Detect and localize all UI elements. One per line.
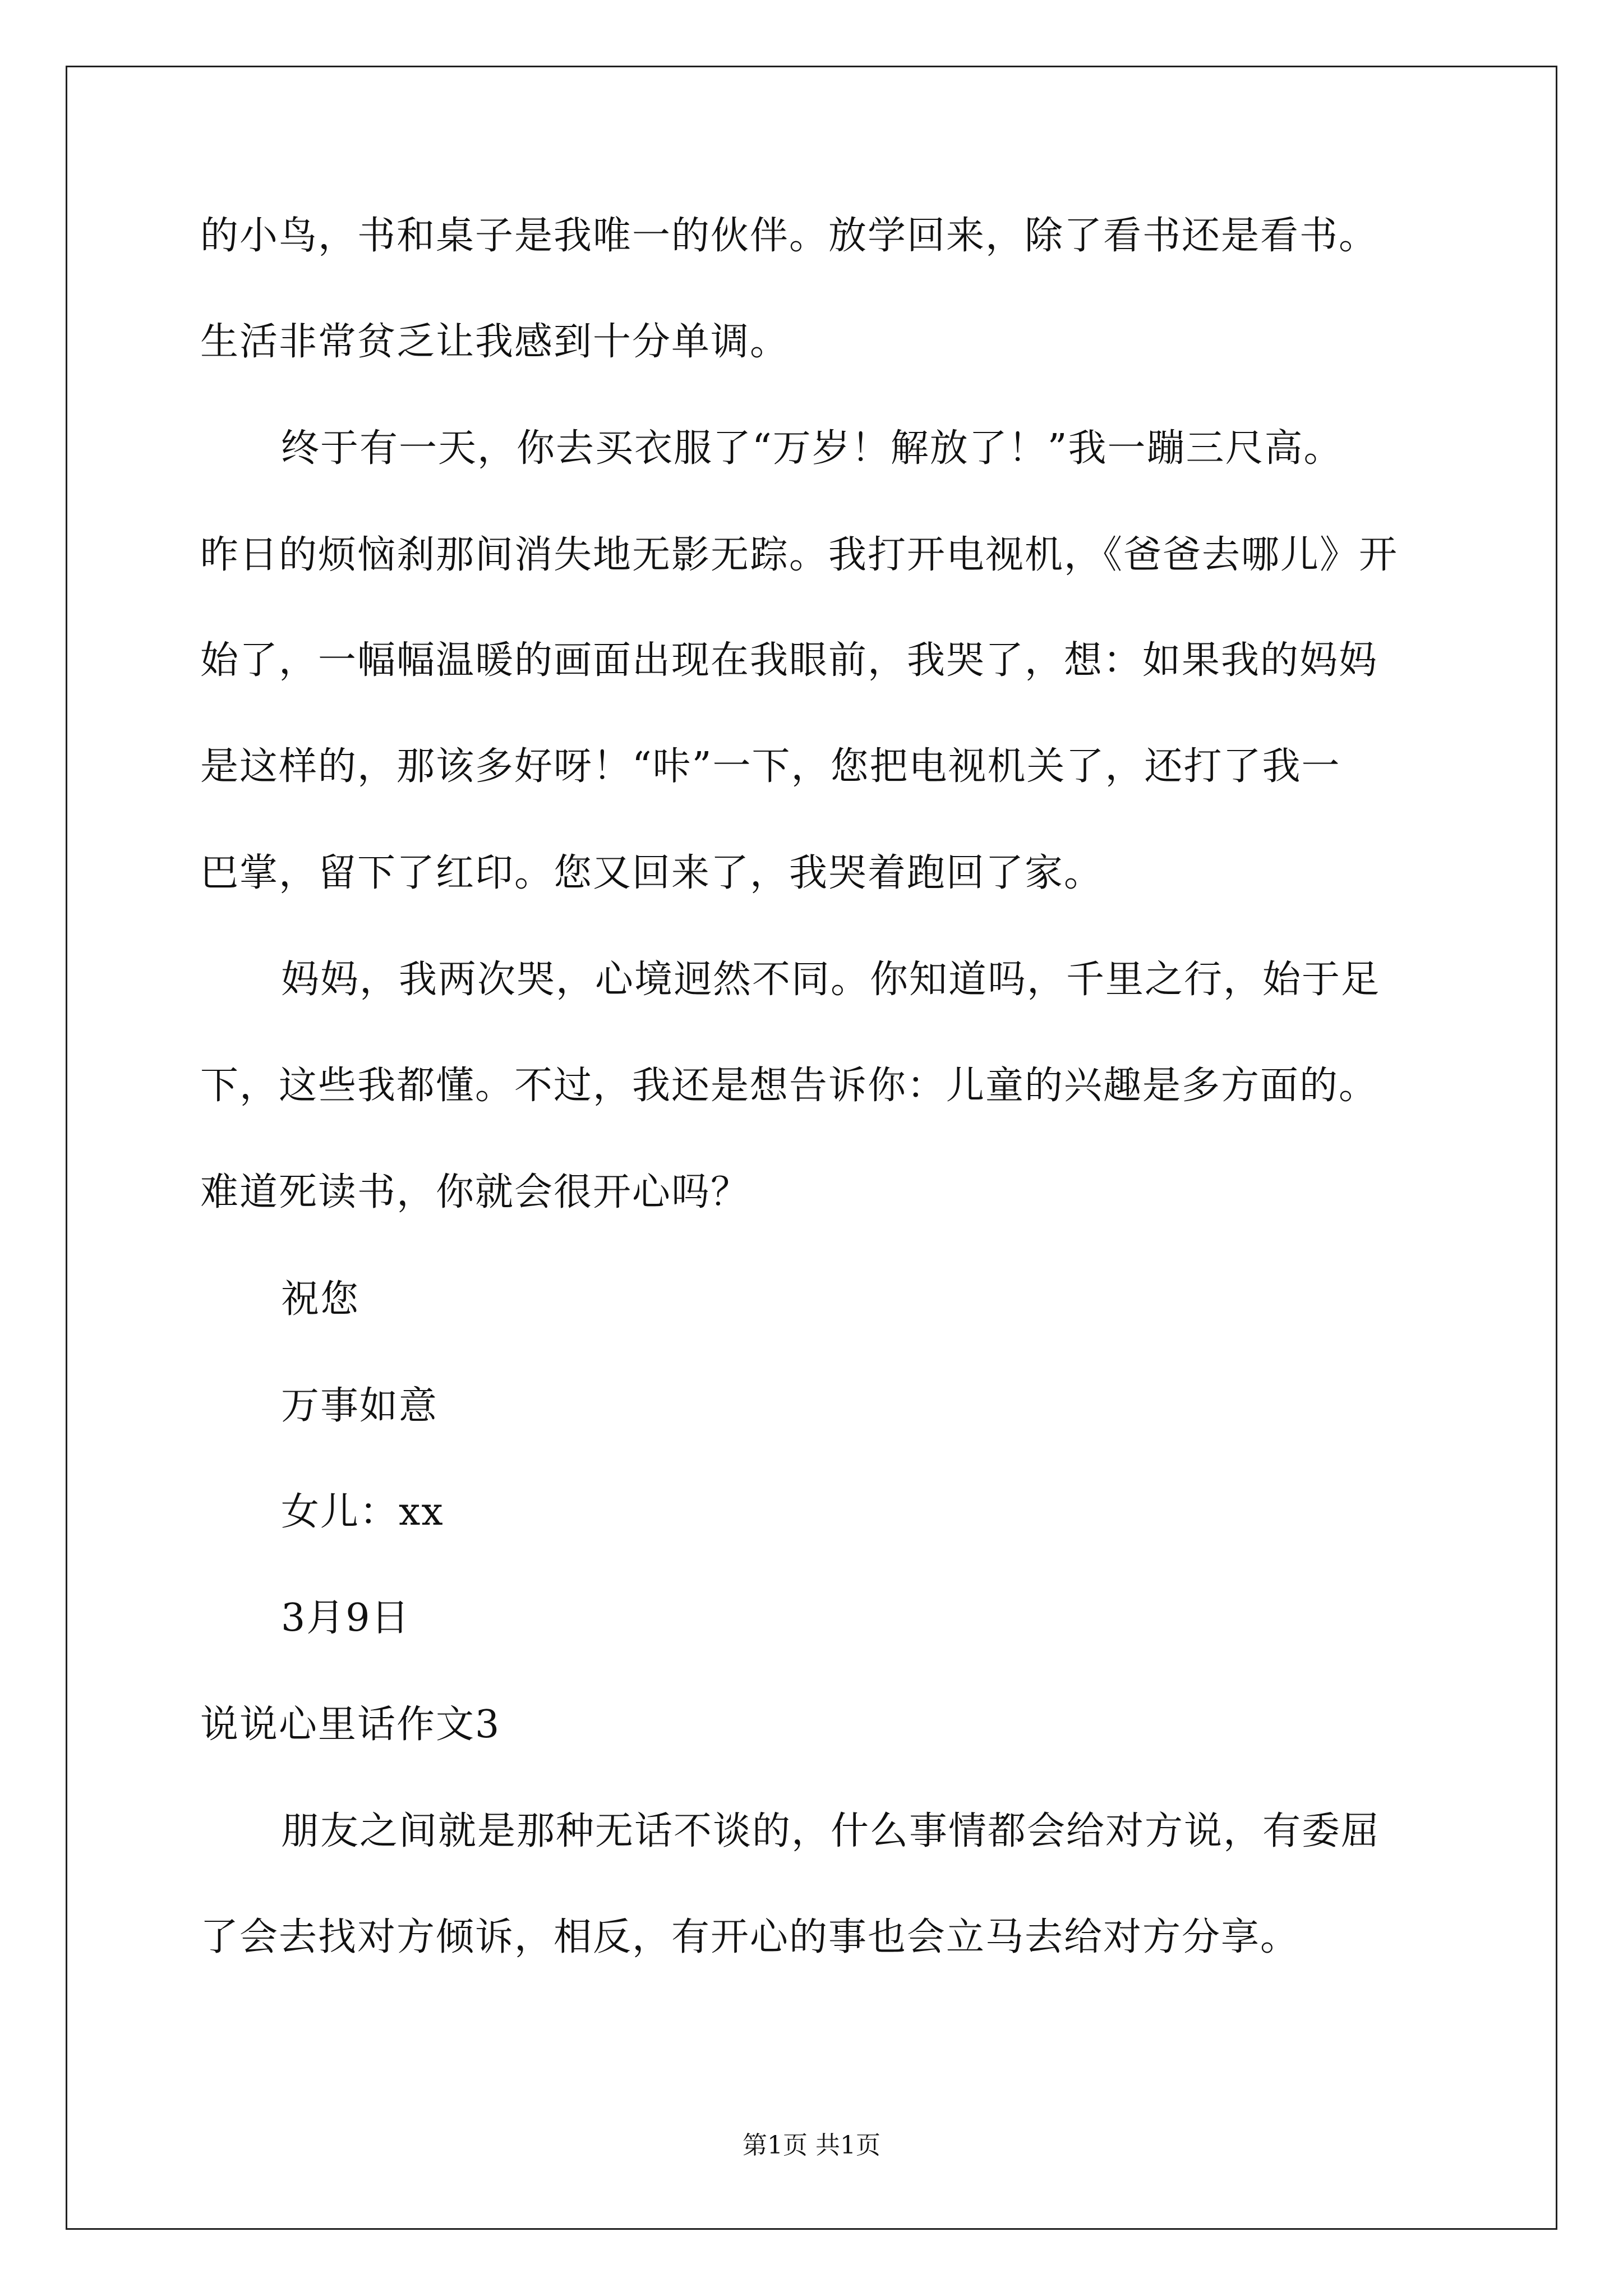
text-line-1: 的小鸟，书和桌子是我唯一的伙伴。放学回来，除了看书还是看书。 [200, 214, 1378, 258]
text-line-2: 生活非常贫乏让我感到十分单调。 [200, 320, 790, 364]
page-border [66, 66, 1557, 2230]
text-line-9: 下，这些我都懂。不过，我还是想告诉你：儿童的兴趣是多方面的。 [200, 1064, 1378, 1108]
text-line-10: 难道死读书，你就会很开心吗？ [200, 1170, 750, 1214]
text-line-8: 妈妈，我两次哭，心境迥然不同。你知道吗，千里之行，始于足 [281, 958, 1381, 1002]
text-line-16: 朋友之间就是那种无话不谈的，什么事情都会给对方说，有委屈 [281, 1809, 1381, 1853]
text-line-3: 终于有一天，你去买衣服了“万岁！解放了！”我一蹦三尺高。 [281, 426, 1343, 471]
text-line-17: 了会去找对方倾诉，相反，有开心的事也会立马去给对方分享。 [200, 1915, 1300, 1959]
signature: 女儿：xx [281, 1490, 444, 1534]
closing-wish: 万事如意 [281, 1384, 439, 1428]
closing-greeting: 祝您 [281, 1277, 360, 1322]
text-line-4: 昨日的烦恼刹那间消失地无影无踪。我打开电视机，《爸爸去哪儿》开 [200, 533, 1399, 577]
text-line-6: 是这样的，那该多好呀！“咔”一下，您把电视机关了，还打了我一 [200, 744, 1341, 789]
section-heading: 说说心里话作文3 [200, 1703, 501, 1747]
page-number-footer: 第1页 共1页 [743, 2131, 880, 2160]
text-line-7: 巴掌，留下了红印。您又回来了，我哭着跑回了家。 [200, 851, 1104, 895]
text-line-5: 始了，一幅幅温暖的画面出现在我眼前，我哭了，想：如果我的妈妈 [200, 638, 1378, 683]
date-line: 3月9日 [281, 1596, 411, 1640]
